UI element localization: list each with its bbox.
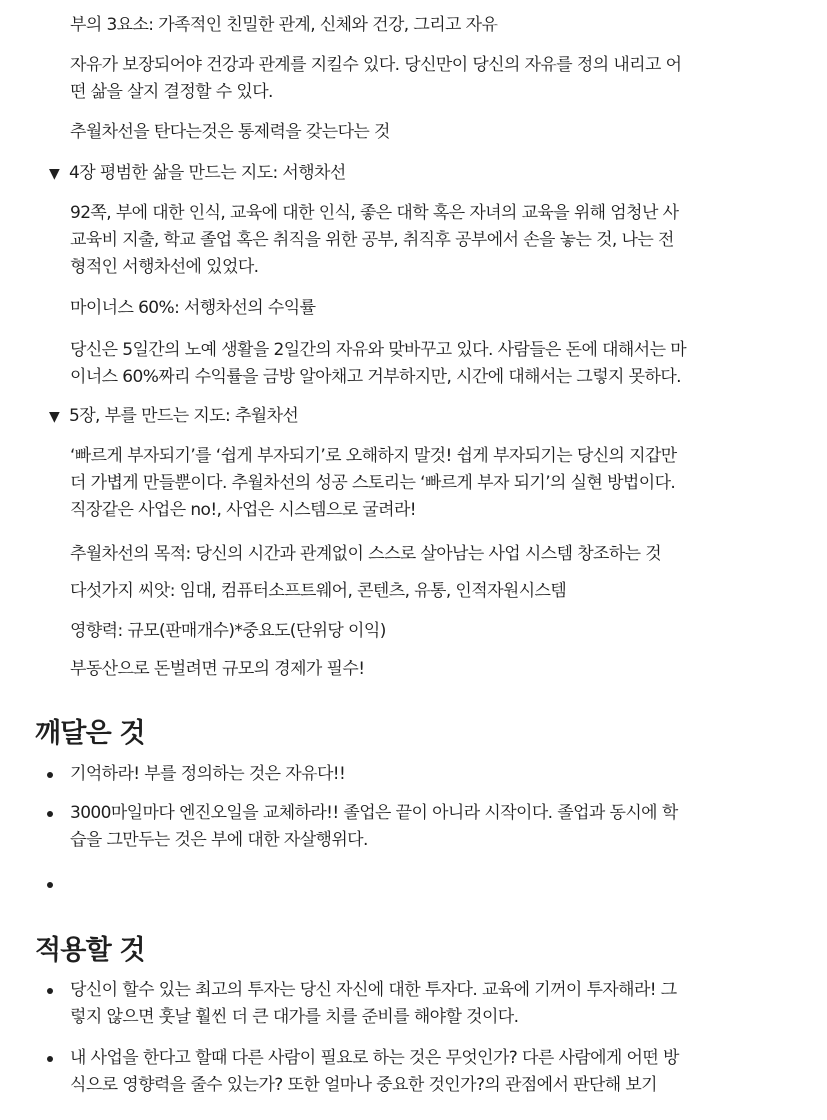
paragraph-real-estate [70, 656, 770, 683]
text-line: 추월차선을 탄다는것은 통제력을 갖는다는 것 [70, 122, 390, 142]
bullet-dot [47, 811, 53, 817]
text-line: 습을 그만두는 것은 부에 대한 자살행위다. [70, 830, 368, 850]
text-line: 자유가 보장되어야 건강과 관계를 지킬수 있다. 당신만이 당신의 자유를 정의 내리고 어 [70, 55, 682, 75]
toggle-chapter-4[interactable] [49, 160, 346, 188]
triangle-down-icon[interactable]: ▼ [49, 409, 60, 425]
bullet-item-freedom [70, 761, 770, 788]
text-line: 기억하라! 부를 정의하는 것은 자유다!! [70, 764, 346, 784]
text-line: 당신이 할수 있는 최고의 투자는 당신 자신에 대한 투자다. 교육에 기꺼이 투자해라! 그 [70, 980, 677, 1000]
text-line: 부동산으로 돈벌려면 규모의 경제가 필수! [70, 659, 365, 679]
heading-realized: 깨달은 것 [35, 718, 145, 749]
text-line: 식으로 영향력을 줄수 있는가? 또한 얼마나 중요한 것인가?의 관점에서 판단해 보기 [70, 1075, 658, 1095]
text-line: 92쪽, 부에 대한 인식, 교육에 대한 인식, 좋은 대학 혹은 자녀의 교육을 위해 엄청난 사 [70, 203, 679, 223]
paragraph-control [70, 119, 770, 146]
paragraph-minus-60 [70, 295, 770, 322]
bullet-item-invest-self [70, 977, 770, 1031]
bullet-item-business-needs [70, 1045, 770, 1099]
text-line: 렇지 않으면 훗날 훨씬 더 큰 대가를 치를 준비를 해야할 것이다. [70, 1007, 519, 1027]
bullet-dot-empty-item[interactable] [47, 882, 53, 888]
text-line: 3000마일마다 엔진오일을 교체하라!! 졸업은 끝이 아니라 시작이다. 졸업과 동시에 학 [70, 803, 678, 823]
triangle-down-icon[interactable]: ▼ [49, 166, 60, 182]
paragraph-five-days [70, 337, 770, 391]
paragraph-slowlane-example [70, 200, 770, 281]
text-line: 이너스 60%짜리 수익률을 금방 알아채고 거부하지만, 시간에 대해서는 그렇지 못하다. [70, 367, 681, 387]
text-line: ‘빠르게 부자되기’를 ‘쉽게 부자되기’로 오해하지 말것! 쉽게 부자되기는 당신의 지갑만 [70, 446, 677, 466]
paragraph-wealth-elements [70, 12, 770, 39]
text-line: 부의 3요소: 가족적인 친밀한 관계, 신체와 건강, 그리고 자유 [70, 15, 498, 35]
bullet-item-engine-oil [70, 800, 770, 854]
text-line: 더 가볍게 만들뿐이다. 추월차선의 성공 스토리는 ‘빠르게 부자 되기’의 실현 방법이다. [70, 473, 676, 493]
text-line: 교육비 지출, 학교 졸업 혹은 취직을 위한 공부, 취직후 공부에서 손을 놓는 것, 나는 전 [70, 230, 674, 250]
text-line: 추월차선의 목적: 당신의 시간과 관계없이 스스로 살아남는 사업 시스템 창조하는 것 [70, 544, 662, 564]
text-line: 직장같은 사업은 no!, 사업은 시스템으로 굴려라! [70, 500, 417, 520]
bullet-dot [47, 1056, 53, 1062]
heading-apply: 적용할 것 [35, 935, 145, 966]
text-line: 떤 삶을 살지 결정할 수 있다. [70, 82, 273, 102]
bullet-dot [47, 772, 53, 778]
toggle-label: 4장 평범한 삶을 만드는 지도: 서행차선 [69, 163, 346, 183]
paragraph-influence [70, 618, 770, 645]
text-line: 마이너스 60%: 서행차선의 수익률 [70, 298, 316, 318]
toggle-chapter-5[interactable] [49, 403, 298, 431]
toggle-label: 5장, 부를 만드는 지도: 추월차선 [69, 406, 299, 426]
paragraph-fast-rich [70, 443, 770, 524]
bullet-dot [47, 988, 53, 994]
paragraph-five-seeds [70, 578, 770, 605]
text-line: 영향력: 규모(판매개수)*중요도(단위당 이익) [70, 621, 386, 641]
text-line: 내 사업을 한다고 할때 다른 사람이 필요로 하는 것은 무엇인가? 다른 사람에게 어떤 방 [70, 1048, 679, 1068]
paragraph-freedom [70, 52, 770, 106]
text-line: 당신은 5일간의 노예 생활을 2일간의 자유와 맞바꾸고 있다. 사람들은 돈에 대해서는 마 [70, 340, 687, 360]
text-line: 형적인 서행차선에 있었다. [70, 257, 259, 277]
paragraph-fastlane-purpose [70, 541, 770, 568]
text-line: 다섯가지 씨앗: 임대, 컴퓨터소프트웨어, 콘텐츠, 유통, 인적자원시스템 [70, 581, 567, 601]
